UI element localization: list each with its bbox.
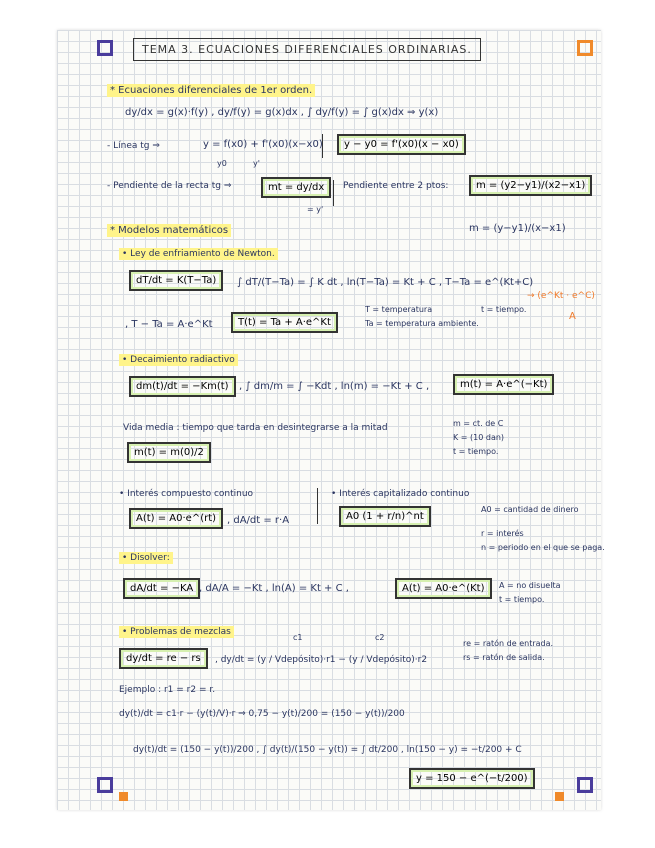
newton-legend-T: T = temperatura: [365, 305, 433, 314]
corner-mark-bottom-right: [577, 777, 593, 793]
page-title: TEMA 3. ECUACIONES DIFERENCIALES ORDINARIAS.: [133, 38, 481, 61]
newton-A: A: [569, 311, 576, 322]
decay-legend-t: t = tiempo.: [453, 447, 499, 456]
section-heading-ecuaciones: * Ecuaciones diferenciales de 1er orden.: [107, 86, 315, 96]
point-slope-formula: m = (y−y1)/(x−x1): [469, 223, 566, 234]
example-line1: dy(t)/dt = c1·r − (y(t)/V)·r ⇒ 0,75 − y(t)/200 = (150 − y(t))/200: [119, 709, 405, 719]
tangent-line-box: y − y0 = f'(x0)(x − x0): [337, 134, 466, 155]
tangent-formula: y = f(x0) + f'(x0)(x−x0): [203, 139, 323, 150]
example-solution-box: y = 150 − e^(−t/200): [409, 768, 535, 789]
tangent-label: - Línea tg ⇒: [107, 141, 160, 151]
decay-legend-m: m = ct. de C: [453, 419, 504, 428]
mixtures-c2: c2: [375, 633, 385, 642]
notebook-page: [57, 30, 605, 810]
decay-heading: • Decaimiento radiactivo: [119, 356, 238, 365]
newton-equation-box: dT/dt = K(T−Ta): [129, 270, 223, 291]
half-life-box: m(t) = m(0)/2: [127, 442, 211, 463]
corner-square-bottom-left: [119, 792, 128, 801]
dissolve-legend-A: A = no disuelta: [499, 581, 561, 590]
capital-legend-A0: A0 = cantidad de dinero: [481, 505, 579, 514]
newton-integral: ∫ dT/(T−Ta) = ∫ K dt , ln(T−Ta) = Kt + C , T−Ta = e^(Kt+C): [237, 277, 534, 288]
divider-line-2: [333, 180, 334, 206]
corner-square-bottom-right: [555, 792, 564, 801]
corner-mark-top-left: [97, 40, 113, 56]
slope-label: - Pendiente de la recta tg ⇒: [107, 181, 232, 191]
mixtures-legend-re: re = ratón de entrada.: [463, 639, 554, 648]
half-life-label: Vida media : tiempo que tarda en desintegrarse a la mitad: [123, 423, 388, 433]
separable-equation-line: dy/dx = g(x)·f(y) , dy/f(y) = g(x)dx , ∫ dy/f(y) = ∫ g(x)dx ⇒ y(x): [125, 107, 439, 118]
mixtures-c1: c1: [293, 633, 303, 642]
mixtures-eq: , dy/dt = (y / Vdepósito)·r1 − (y / Vdepósito)·r2: [215, 655, 428, 665]
slope-box: mt = dy/dx: [261, 177, 331, 198]
compound-interest-box: A(t) = A0·e^(rt): [129, 508, 223, 529]
capital-legend-r: r = interés: [481, 529, 524, 538]
mixtures-heading: • Problemas de mezclas: [119, 628, 234, 637]
tangent-y0-label: y0: [217, 159, 227, 168]
tangent-yprime-label: y': [253, 159, 260, 168]
slope-yprime: = y': [307, 205, 324, 214]
decay-equation-box: dm(t)/dt = −Km(t): [129, 376, 236, 397]
capitalized-interest-box: A0 (1 + r/n)^nt: [339, 506, 431, 527]
example-line2: dy(t)/dt = (150 − y(t))/200 , ∫ dy(t)/(150 − y(t)) = ∫ dt/200 , ln(150 − y) = −t/200 + C: [133, 745, 522, 755]
newton-heading: • Ley de enfriamiento de Newton.: [119, 250, 278, 259]
compound-interest-heading: • Interés compuesto continuo: [119, 489, 254, 499]
mixtures-equation-box: dy/dt = re − rs: [119, 648, 208, 669]
dissolve-eq: , dA/A = −Kt , ln(A) = Kt + C ,: [199, 583, 349, 594]
corner-mark-bottom-left: [97, 777, 113, 793]
dissolve-solution-box: A(t) = A0·e^(Kt): [395, 578, 492, 599]
corner-mark-top-right: [577, 40, 593, 56]
decay-integral: , ∫ dm/m = ∫ −Kdt , ln(m) = −Kt + C ,: [239, 381, 430, 392]
capital-legend-n: n = periodo en el que se paga.: [481, 543, 605, 552]
two-points-label: Pendiente entre 2 ptos:: [343, 181, 449, 191]
compound-interest-eq: , dA/dt = r·A: [227, 515, 290, 526]
newton-legend-t: t = tiempo.: [481, 305, 527, 314]
decay-solution-box: m(t) = A·e^(−Kt): [453, 374, 554, 395]
example-label: Ejemplo : r1 = r2 = r.: [119, 685, 216, 695]
newton-legend-Ta: Ta = temperatura ambiente.: [365, 319, 479, 328]
decay-legend-K: K = (10 dan): [453, 433, 505, 442]
newton-note: → (e^Kt · e^C): [527, 291, 595, 301]
dissolve-legend-t: t = tiempo.: [499, 595, 545, 604]
divider-line-3: [317, 488, 318, 524]
dissolve-equation-box: dA/dt = −KA: [123, 578, 200, 599]
divider-line: [322, 134, 323, 158]
mixtures-legend-rs: rs = ratón de salida.: [463, 653, 545, 662]
newton-solution-box: T(t) = Ta + A·e^Kt: [231, 312, 338, 333]
section-heading-modelos: * Modelos matemáticos: [107, 226, 231, 236]
two-points-slope-box: m = (y2−y1)/(x2−x1): [469, 175, 592, 196]
dissolve-heading: • Disolver:: [119, 554, 173, 563]
newton-line2: , T − Ta = A·e^Kt: [125, 319, 213, 330]
capitalized-interest-heading: • Interés capitalizado continuo: [331, 489, 470, 499]
